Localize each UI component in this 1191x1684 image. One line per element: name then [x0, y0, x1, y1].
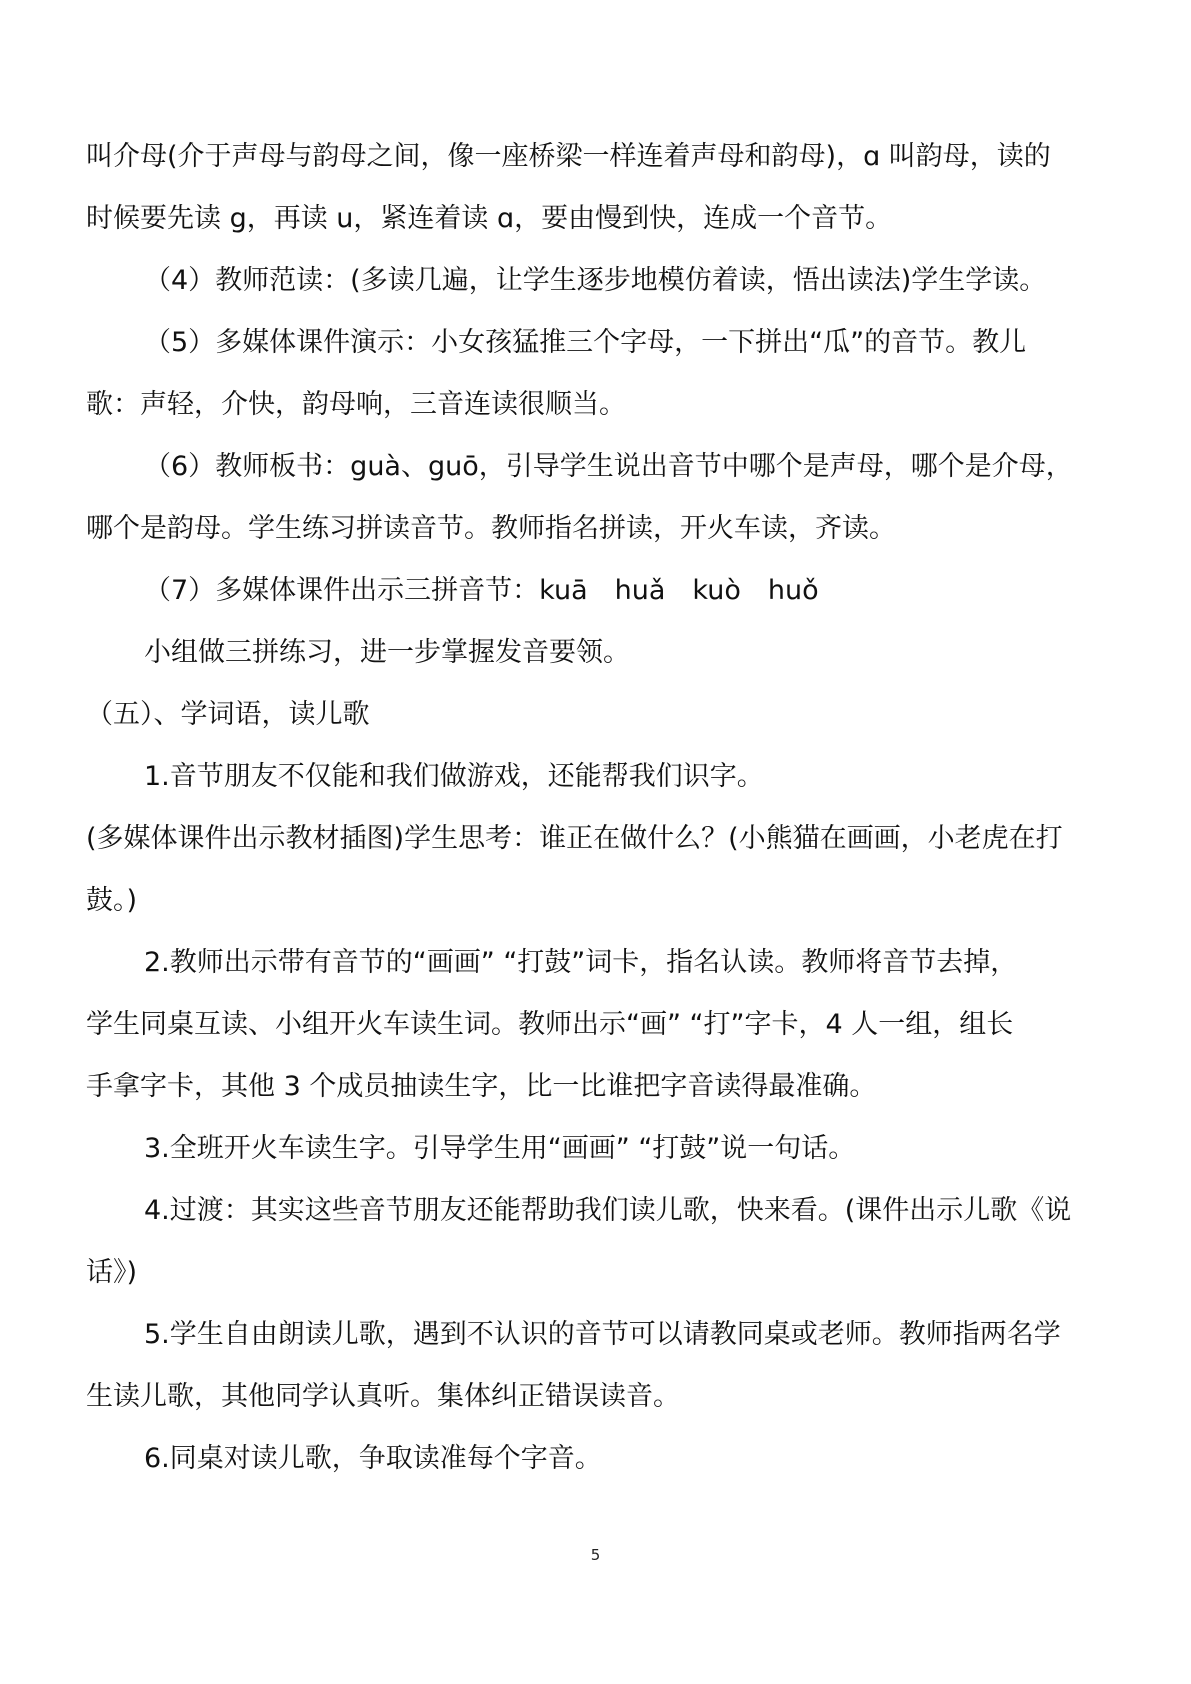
text-line: 叫介母(介于声母与韵母之间，像一座桥梁一样连着声母和韵母)，ɑ 叫韵母，读的	[86, 141, 1051, 172]
text-line: 3.全班开火车读生字。引导学生用“画画” “打鼓”说一句话。	[144, 1133, 856, 1164]
text-line: 5.学生自由朗读儿歌，遇到不认识的音节可以请教同桌或老师。教师指两名学	[144, 1319, 1061, 1350]
text-line: 哪个是韵母。学生练习拼读音节。教师指名拼读，开火车读，齐读。	[86, 513, 896, 544]
text-line: 时候要先读 g，再读 u，紧连着读 ɑ，要由慢到快，连成一个音节。	[86, 203, 893, 234]
text-line: 1.音节朋友不仅能和我们做游戏，还能帮我们识字。	[144, 761, 764, 792]
text-line: （5）多媒体课件演示：小女孩猛推三个字母，一下拼出“瓜”的音节。教儿	[144, 327, 1027, 358]
text-line: 学生同桌互读、小组开火车读生词。教师出示“画” “打”字卡，4 人一组，组长	[86, 1009, 1014, 1040]
text-line: （7）多媒体课件出示三拼音节：kuā huǎ kuò huǒ	[144, 575, 819, 606]
text-line: 2.教师出示带有音节的“画画” “打鼓”词卡，指名认读。教师将音节去掉，	[144, 947, 1018, 978]
page-number: 5	[590, 1546, 601, 1564]
section-heading: （五）、学词语，读儿歌	[86, 699, 370, 730]
text-line: 生读儿歌，其他同学认真听。集体纠正错误读音。	[86, 1381, 680, 1412]
text-line: （4）教师范读：(多读几遍，让学生逐步地模仿着读，悟出读法)学生学读。	[144, 265, 1047, 296]
text-line: 歌：声轻，介快，韵母响，三音连读很顺当。	[86, 389, 626, 420]
text-line: 6.同桌对读儿歌，争取读准每个字音。	[144, 1443, 602, 1474]
text-line: 鼓。)	[86, 885, 138, 916]
text-line: 手拿字卡，其他 3 个成员抽读生字，比一比谁把字音读得最准确。	[86, 1071, 877, 1102]
text-line: (多媒体课件出示教材插图)学生思考：谁正在做什么？(小熊猫在画画，小老虎在打	[86, 823, 1063, 854]
text-line: 4.过渡：其实这些音节朋友还能帮助我们读儿歌，快来看。(课件出示儿歌《说	[144, 1195, 1072, 1226]
text-line: 小组做三拼练习，进一步掌握发音要领。	[144, 637, 630, 668]
text-line: （6）教师板书：guà、guō，引导学生说出音节中哪个是声母，哪个是介母，	[144, 451, 1073, 482]
document-body	[86, 126, 1106, 1490]
text-line: 话》)	[86, 1257, 138, 1288]
